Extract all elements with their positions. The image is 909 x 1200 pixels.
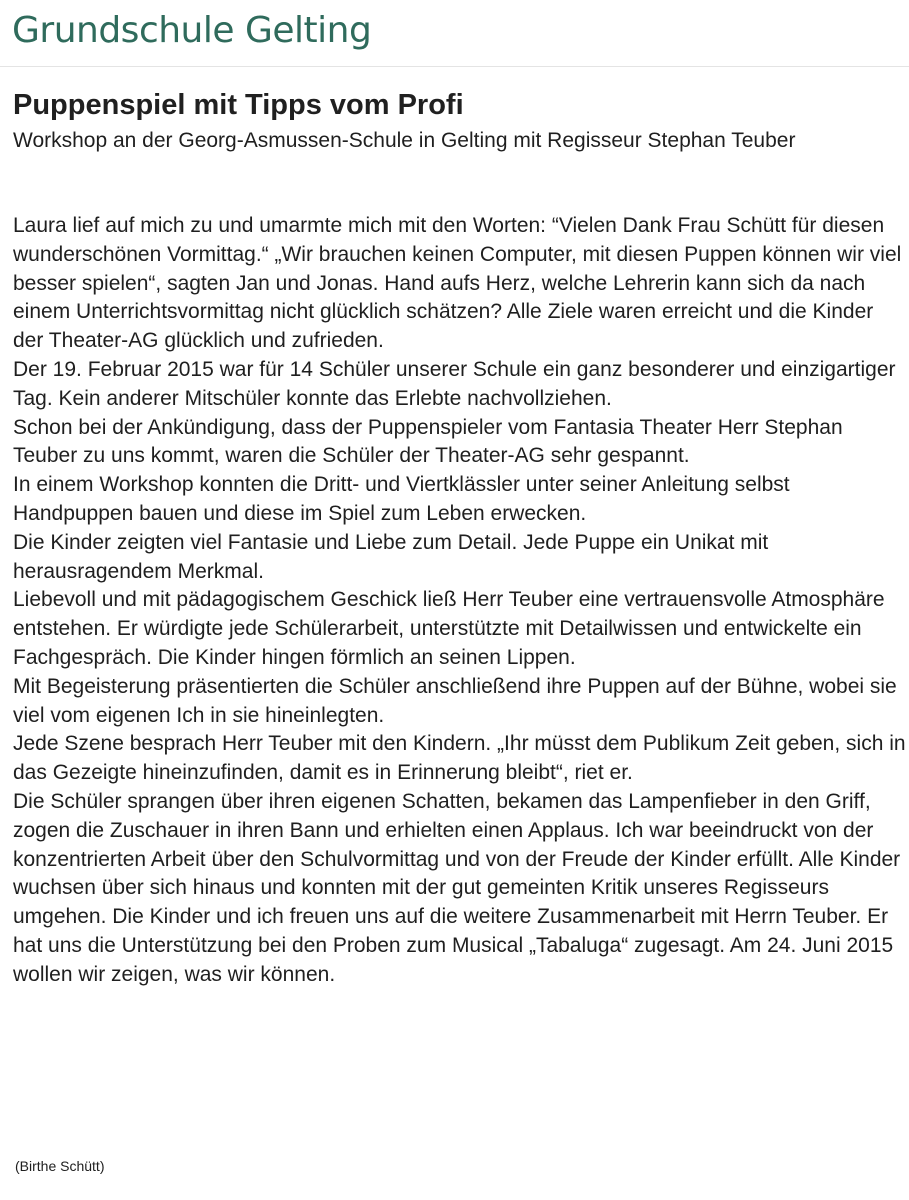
article-body (13, 212, 909, 990)
paragraph-stage: Mit Begeisterung präsentierten die Schüler anschließend ihre Puppen auf der Bühne, wobei sie viel vom eigenen Ich in sie hineinlegten. (13, 674, 897, 727)
paragraph-announcement: Schon bei der Ankündigung, dass der Puppenspieler vom Fantasia Theater Herr Stephan Teuber zu uns kommt, waren die Schüler der Theater-AG sehr gespannt. (13, 415, 843, 468)
paragraph-date: Der 19. Februar 2015 war für 14 Schüler unserer Schule ein ganz besonderer und einzigartiger Tag. Kein anderer Mitschüler konnte das Erlebte nachvollziehen. (13, 357, 896, 410)
paragraph-fantasy: Die Kinder zeigten viel Fantasie und Liebe zum Detail. Jede Puppe ein Unikat mit herausragendem Merkmal. (13, 530, 769, 583)
paragraph-scenes: Jede Szene besprach Herr Teuber mit den Kindern. „Ihr müsst dem Publikum Zeit geben, sich in das Gezeigte hineinzufinden, damit es in Erinnerung bleibt“, riet er. (13, 732, 906, 785)
article-author: (Birthe Schütt) (15, 1158, 105, 1174)
paragraph-atmosphere: Liebevoll und mit pädagogischem Geschick ließ Herr Teuber eine vertrauensvolle Atmosphäre entstehen. Er würdigte jede Schülerarbeit, unterstützte mit Detailwissen und entwickelte ein Fachgespräch. Die Kinder hingen förmlich an seinen Lippen. (13, 588, 885, 669)
article-subheadline: Workshop an der Georg-Asmussen-Schule in Gelting mit Regisseur Stephan Teuber (13, 129, 796, 152)
school-name: Grundschule Gelting (12, 10, 372, 51)
header-divider (0, 66, 909, 67)
article-headline: Puppenspiel mit Tipps vom Profi (13, 89, 464, 121)
paragraph-intro: Laura lief auf mich zu und umarmte mich mit den Worten: “Vielen Dank Frau Schütt für diesen wunderschönen Vormittag.“ „Wir brauchen keinen Computer, mit diesen Puppen können wir viel besser spielen“, sagten Jan und Jonas. Hand aufs Herz, welche Lehrerin kann sich da nach einem Unterrichtsvormittag nicht glücklich schätzen? Alle Ziele waren erreicht und die Kinder der Theater-AG glücklich und zufrieden. (13, 214, 902, 353)
paragraph-conclusion: Die Schüler sprangen über ihren eigenen Schatten, bekamen das Lampenfieber in den Griff, zogen die Zuschauer in ihren Bann und erhielten einen Applaus. Ich war beeindruckt von der konzentrierten Arbeit über den Schulvormittag und von der Freude der Kinder erfüllt. Alle Kinder wuchsen über sich hinaus und konnten mit der gut gemeinten Kritik unseres Regisseurs umgehen. Die Kinder und ich freuen uns auf die weitere Zusammenarbeit mit Herrn Teuber. Er hat uns die Unterstützung bei den Proben zum Musical „Tabaluga“ zugesagt. Am 24. Juni 2015 wollen wir zeigen, was wir können. (13, 789, 901, 986)
paragraph-workshop: In einem Workshop konnten die Dritt- und Viertklässler unter seiner Anleitung selbst Handpuppen bauen und diese im Spiel zum Leben erwecken. (13, 473, 790, 525)
